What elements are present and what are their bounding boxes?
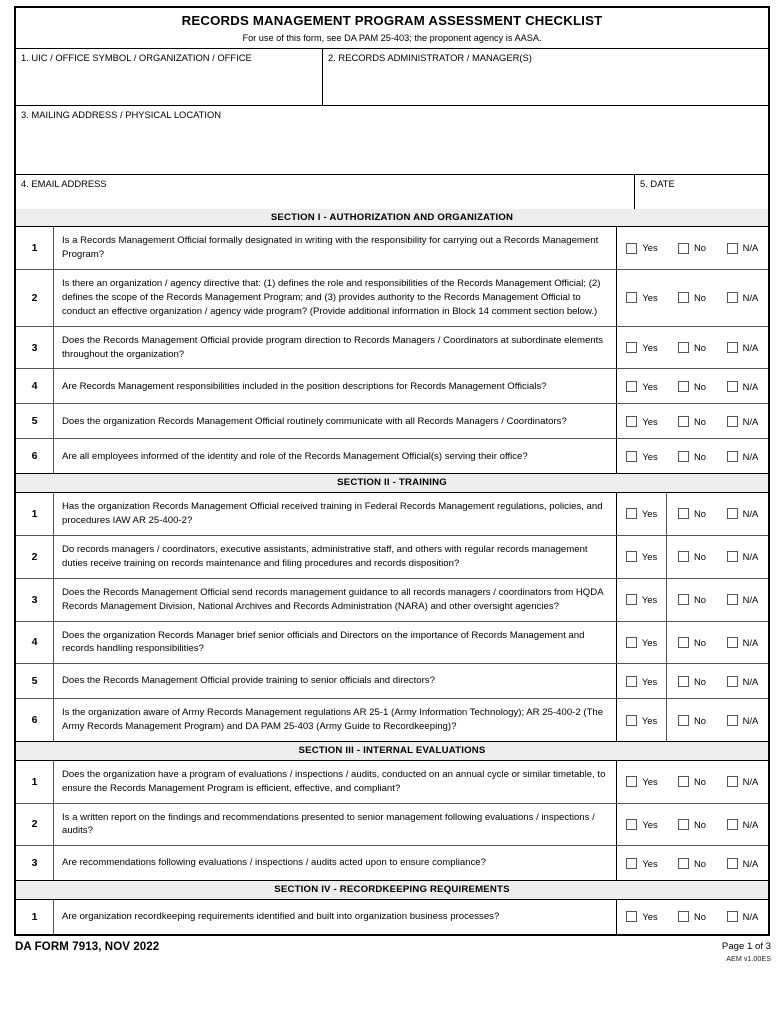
checkbox-yes[interactable] [626,292,637,303]
question-text: Does the Records Management Official provide program direction to Records Managers / Coordinators at subordinate elements throughout the organization? [62,334,604,360]
checkbox-na-label: N/A [742,714,759,726]
checkbox-na[interactable] [727,551,738,562]
checkbox-yes-group[interactable] [617,846,667,880]
checkbox-no[interactable] [678,416,689,427]
checkbox-na-group[interactable] [717,327,768,369]
checkbox-yes-group[interactable] [617,536,667,578]
checkbox-no[interactable] [678,715,689,726]
checkbox-na[interactable] [727,451,738,462]
identification-row-1 [16,49,768,106]
question-text: Are recommendations following evaluations / inspections / audits acted upon to ensure compliance? [62,857,486,869]
checkbox-yes[interactable] [626,342,637,353]
field-email-address[interactable] [16,175,634,209]
question-text: Is a Records Management Official formally designated in writing with the responsibility for carrying out a Records Management Program? [62,235,599,261]
checkbox-yes-label: Yes [642,857,658,869]
checkbox-na-group[interactable] [717,579,768,621]
section-heading: SECTION IV - RECORDKEEPING REQUIREMENTS [16,880,768,900]
checkbox-no-group[interactable] [667,804,717,846]
answer-cell [616,761,768,803]
question-text: Does the organization have a program of evaluations / inspections / audits, conducted on an annual cycle or similar timetable, to ensure the Records Management Program is efficient, effective, and compliant? [62,768,606,794]
checkbox-na-label: N/A [742,292,759,304]
checkbox-no-label: No [694,380,706,392]
checkbox-yes[interactable] [626,911,637,922]
checkbox-no[interactable] [678,381,689,392]
checkbox-yes[interactable] [626,776,637,787]
question-number: 1 [16,227,54,269]
question-number: 6 [16,439,54,473]
checkbox-no-group[interactable] [667,761,717,803]
form-subtitle: For use of this form, see DA PAM 25-403; the proponent agency is AASA. [242,32,542,43]
question-number: 5 [16,404,54,438]
checkbox-no[interactable] [678,594,689,605]
checkbox-yes[interactable] [626,819,637,830]
checkbox-na[interactable] [727,594,738,605]
answer-cell [616,900,768,934]
question-number: 3 [16,846,54,880]
checkbox-no-group[interactable] [667,369,717,403]
checkbox-no-label: No [694,675,706,687]
checkbox-na[interactable] [727,342,738,353]
answer-cell [616,536,768,578]
checkbox-na[interactable] [727,858,738,869]
checkbox-yes-group[interactable] [617,439,667,473]
checkbox-no-group[interactable] [667,579,717,621]
answer-cell [616,622,768,664]
form-identifier: DA FORM 7913, NOV 2022 [15,940,160,953]
checkbox-yes-label: Yes [642,450,658,462]
answer-cell [616,664,768,698]
checkbox-yes[interactable] [626,715,637,726]
checkbox-na-label: N/A [742,415,759,427]
checkbox-no-group[interactable] [667,846,717,880]
checkbox-yes[interactable] [626,676,637,687]
checkbox-yes[interactable] [626,594,637,605]
checkbox-na-label: N/A [742,380,759,392]
question-row [16,846,768,880]
checkbox-no-label: No [694,636,706,648]
checkbox-yes-group[interactable] [617,270,667,326]
checkbox-no[interactable] [678,637,689,648]
checkbox-no-label: No [694,292,706,304]
checkbox-yes[interactable] [626,508,637,519]
checkbox-yes-group[interactable] [617,369,667,403]
question-number: 5 [16,664,54,698]
form-title-block [16,8,768,49]
checkbox-no[interactable] [678,776,689,787]
question-number: 6 [16,699,54,741]
checkbox-yes-group[interactable] [617,579,667,621]
answer-cell [616,804,768,846]
checkbox-na[interactable] [727,416,738,427]
checkbox-no-group[interactable] [667,227,717,269]
footer-right-group [722,941,771,963]
question-row [16,761,768,804]
answer-cell [616,327,768,369]
checkbox-na[interactable] [727,676,738,687]
checkbox-yes-label: Yes [642,818,658,830]
checkbox-na-group[interactable] [717,369,768,403]
checkbox-na-label: N/A [742,593,759,605]
checkbox-no[interactable] [678,676,689,687]
question-row [16,900,768,934]
field-uic-office-symbol[interactable] [16,49,322,105]
checkbox-na[interactable] [727,381,738,392]
checkbox-yes-label: Yes [641,551,658,563]
checkbox-no-group[interactable] [667,664,717,698]
field-label-uic: 1. UIC / OFFICE SYMBOL / ORGANIZATION / OFFICE [21,51,252,63]
checkbox-no-group[interactable] [667,622,717,664]
page-title: RECORDS MANAGEMENT PROGRAM ASSESSMENT CHECKLIST [181,13,603,28]
identification-row-2 [16,106,768,175]
section-heading: SECTION I - AUTHORIZATION AND ORGANIZATION [16,209,768,228]
checkbox-yes-group[interactable] [617,227,667,269]
checkbox-na[interactable] [727,911,738,922]
question-text: Are organization recordkeeping requirements identified and built into organization business processes? [62,910,500,922]
checkbox-na-label: N/A [742,775,759,787]
checkbox-na[interactable] [727,819,738,830]
checkbox-no-group[interactable] [667,404,717,438]
checkbox-no-group[interactable] [667,327,717,369]
identification-row-3 [16,175,768,209]
question-number: 1 [16,761,54,803]
field-label-email-address: 4. EMAIL ADDRESS [21,177,107,189]
form-frame [14,6,770,936]
question-number: 3 [16,327,54,369]
checkbox-yes-group[interactable] [617,900,667,934]
checklist-sections [16,209,768,934]
checkbox-yes-label: Yes [641,675,658,687]
question-row [16,404,768,439]
checkbox-yes-group[interactable] [617,664,667,698]
checkbox-yes-group[interactable] [617,804,667,846]
section-heading: SECTION III - INTERNAL EVALUATIONS [16,741,768,761]
checkbox-na[interactable] [727,715,738,726]
question-row [16,664,768,699]
checkbox-yes[interactable] [626,858,637,869]
checkbox-na-group[interactable] [717,536,768,578]
checkbox-na-label: N/A [742,857,759,869]
checkbox-yes-label: Yes [642,380,658,392]
checkbox-yes[interactable] [626,637,637,648]
checkbox-yes-label: Yes [641,636,658,648]
checkbox-na[interactable] [727,776,738,787]
question-number: 4 [16,622,54,664]
checkbox-na-label: N/A [742,636,759,648]
checkbox-na-label: N/A [742,675,759,687]
checkbox-na-label: N/A [742,818,759,830]
checkbox-yes-group[interactable] [617,327,667,369]
field-records-administrator[interactable] [322,49,768,105]
checkbox-no-label: No [694,551,706,563]
checkbox-na-label: N/A [742,551,759,563]
question-text: Are all employees informed of the identity and role of the Records Management Official(s) serving their office? [62,450,528,462]
question-row [16,439,768,473]
question-number: 2 [16,804,54,846]
checkbox-yes[interactable] [626,416,637,427]
checkbox-yes-label: Yes [641,508,658,520]
question-text: Does the organization Records Management Official routinely communicate with all Records Managers / Coordinators? [62,415,567,427]
field-date[interactable] [634,175,768,209]
question-row [16,493,768,536]
checkbox-no[interactable] [678,451,689,462]
checkbox-no[interactable] [678,911,689,922]
checkbox-no-group[interactable] [667,699,717,741]
checkbox-yes-group[interactable] [617,699,667,741]
checkbox-no[interactable] [678,243,689,254]
question-row [16,579,768,622]
checkbox-no[interactable] [678,858,689,869]
answer-cell [616,699,768,741]
checkbox-yes[interactable] [626,243,637,254]
checkbox-no-label: No [694,714,706,726]
checkbox-yes-label: Yes [641,593,658,605]
answer-cell [616,579,768,621]
checkbox-no-label: No [694,818,706,830]
checkbox-na-group[interactable] [717,270,768,326]
checkbox-no-label: No [694,341,706,353]
checkbox-na-group[interactable] [717,761,768,803]
checkbox-na-label: N/A [742,341,759,353]
question-row [16,327,768,370]
checkbox-no-group[interactable] [667,493,717,535]
checkbox-no[interactable] [678,551,689,562]
checkbox-no[interactable] [678,819,689,830]
question-text: Is there an organization / agency directive that: (1) defines the role and responsibilities of the Records Management Official; (2) defines the scope of the Records Management Program; and (3) provides authority to the Records Management Official to conduct an effective organization / agency wide program? (Provide additional information in Block 14 comment section below.) [62,277,601,317]
question-row [16,227,768,270]
checkbox-yes-label: Yes [642,415,658,427]
checkbox-yes[interactable] [626,381,637,392]
question-text: Does the Records Management Official provide training to senior officials and directors? [62,675,435,687]
form-footer [14,936,772,963]
answer-cell [616,846,768,880]
checkbox-na-group[interactable] [717,227,768,269]
checkbox-no-group[interactable] [667,900,717,934]
checkbox-na-group[interactable] [717,493,768,535]
checkbox-na[interactable] [727,292,738,303]
question-text: Are Records Management responsibilities included in the position descriptions for Records Management Officials? [62,380,547,392]
question-row [16,270,768,327]
checkbox-na-group[interactable] [717,622,768,664]
checkbox-yes[interactable] [626,451,637,462]
checkbox-yes-label: Yes [642,242,658,254]
field-label-mailing-address: 3. MAILING ADDRESS / PHYSICAL LOCATION [21,108,222,120]
field-mailing-address[interactable] [16,106,768,174]
answer-cell [616,493,768,535]
checkbox-na-group[interactable] [717,846,768,880]
question-number: 4 [16,369,54,403]
question-number: 1 [16,493,54,535]
checkbox-na-group[interactable] [717,439,768,473]
field-label-date: 5. DATE [640,177,675,189]
section-heading: SECTION II - TRAINING [16,473,768,493]
question-text: Do records managers / coordinators, executive assistants, administrative staff, and others with regular records management duties receive training on records maintenance and filing procedures and records disposition? [62,543,588,569]
checkbox-yes-group[interactable] [617,761,667,803]
question-text: Is a written report on the findings and recommendations presented to senior management following evaluations / inspections / audits? [62,811,595,837]
question-row [16,804,768,847]
checkbox-no-label: No [694,857,706,869]
checkbox-na[interactable] [727,637,738,648]
question-text: Does the organization Records Manager brief senior officials and Directors on the importance of Records Management and records handling responsibilities? [62,629,585,655]
checkbox-na-label: N/A [742,508,759,520]
checkbox-no-label: No [694,242,706,254]
checkbox-no[interactable] [678,342,689,353]
question-text: Is the organization aware of Army Records Management regulations AR 25-1 (Army Information Technology); AR 25-400-2 (The Army Records Management Program) and DA PAM 25-403 (Army Guide to Recordkeeping)? [62,707,604,733]
checkbox-na[interactable] [727,508,738,519]
form-version: AEM v1.00ES [726,953,771,963]
checkbox-no-group[interactable] [667,439,717,473]
answer-cell [616,404,768,438]
checkbox-yes-group[interactable] [617,404,667,438]
checkbox-yes-label: Yes [641,714,658,726]
question-text: Does the Records Management Official send records management guidance to all records managers / coordinators from HQDA Records Management Division, National Archives and Records Administration (NARA) and other oversight agencies? [62,586,604,612]
answer-cell [616,439,768,473]
checkbox-na-group[interactable] [717,699,768,741]
checkbox-no[interactable] [678,292,689,303]
question-row [16,369,768,404]
checkbox-no-label: No [694,450,706,462]
checkbox-na-group[interactable] [717,804,768,846]
checkbox-yes-group[interactable] [617,493,667,535]
question-row [16,699,768,741]
answer-cell [616,369,768,403]
checkbox-yes-label: Yes [642,341,658,353]
question-number: 3 [16,579,54,621]
answer-cell [616,270,768,326]
question-text: Has the organization Records Management Official received training in Federal Records Management regulations, policies, and procedures IAW AR 25-400-2? [62,501,603,526]
field-label-records-administrator: 2. RECORDS ADMINISTRATOR / MANAGER(S) [328,51,532,63]
checkbox-yes[interactable] [626,551,637,562]
checkbox-no-label: No [694,593,706,605]
checkbox-no-label: No [694,911,706,923]
checkbox-no-label: No [694,508,706,520]
checkbox-no-group[interactable] [667,536,717,578]
checkbox-na[interactable] [727,243,738,254]
question-row [16,536,768,579]
checkbox-na-group[interactable] [717,900,768,934]
checkbox-no-group[interactable] [667,270,717,326]
question-number: 2 [16,536,54,578]
checkbox-yes-label: Yes [642,292,658,304]
checkbox-yes-label: Yes [642,911,658,923]
checkbox-yes-group[interactable] [617,622,667,664]
question-row [16,622,768,665]
checkbox-no-label: No [694,415,706,427]
checkbox-no[interactable] [678,508,689,519]
checkbox-na-label: N/A [742,450,759,462]
checkbox-na-label: N/A [742,911,759,923]
question-number: 2 [16,270,54,326]
checkbox-yes-label: Yes [642,775,658,787]
page-indicator: Page 1 of 3 [721,940,771,952]
checkbox-na-label: N/A [742,242,759,254]
checkbox-na-group[interactable] [717,404,768,438]
checkbox-no-label: No [694,775,706,787]
checkbox-na-group[interactable] [717,664,768,698]
answer-cell [616,227,768,269]
question-number: 1 [16,900,54,934]
